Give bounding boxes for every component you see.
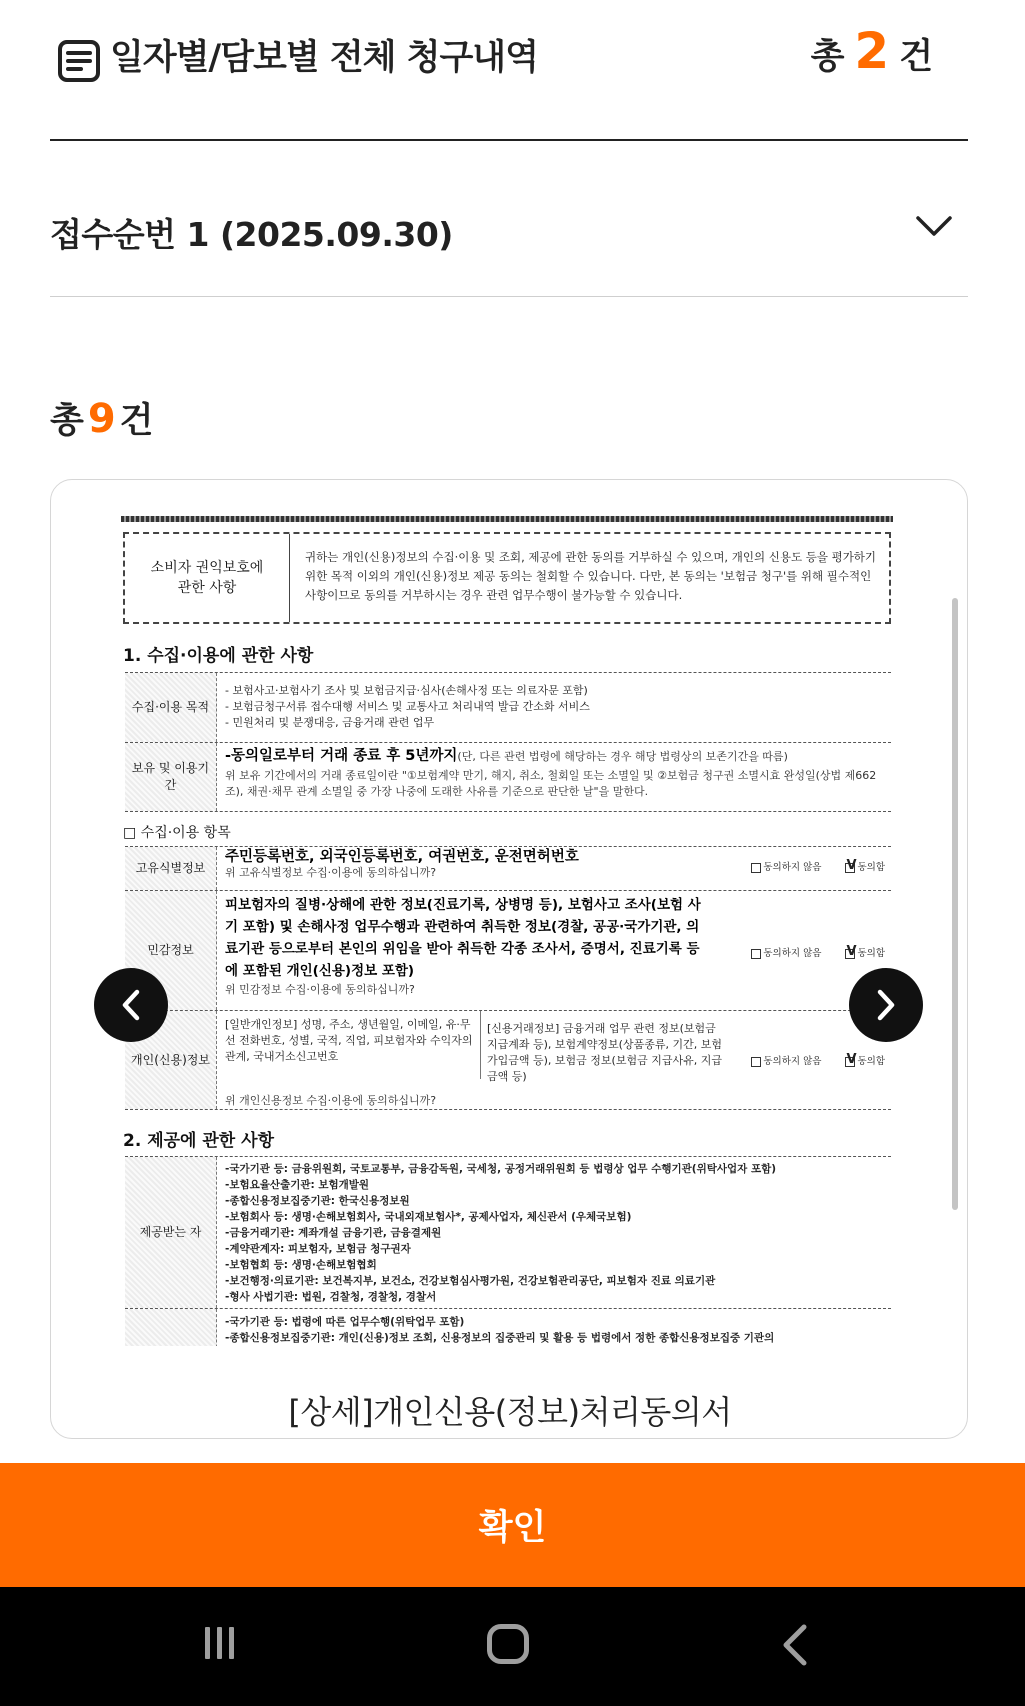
notice-label: 소비자 권익보호에 관한 사항: [125, 534, 290, 622]
disagree-checkbox: [751, 863, 761, 873]
section2-title: 2. 제공에 관한 사항: [123, 1131, 274, 1151]
total-count-number: 9: [87, 396, 116, 442]
recipient-line: -형사 사법기관: 법원, 검찰청, 경찰청, 경찰서: [225, 1291, 437, 1303]
retention-main-note: (단, 다른 관련 법령에 해당하는 경우 해당 법령상의 보존기간을 따름): [457, 750, 788, 763]
header-count-number: 2: [854, 22, 890, 80]
provision-purpose-line: -국가기관 등: 법령에 따른 업무수행(위탁업무 포함): [225, 1316, 465, 1328]
provision-purpose-label: [125, 1309, 217, 1346]
items-title: □ 수집·이용 항목: [123, 825, 231, 841]
disagree-label: 동의하지 않음: [763, 948, 822, 959]
personal-content: [225, 1017, 722, 1107]
unique-label: 고유식별정보: [125, 847, 217, 890]
nav-back-icon[interactable]: [780, 1623, 810, 1667]
recipient-line: -보험회사 등: 생명·손해보험회사, 국내외재보험사*, 공제사업자, 체신관서 (우체국보험): [225, 1211, 632, 1223]
recipient-line: -보건행정·의료기관: 보건복지부, 보건소, 건강보험심사평가원, 건강보험관리공단, 피보험자 진료 의료기관: [225, 1275, 716, 1287]
disagree-label: 동의하지 않음: [763, 862, 822, 873]
agree-label: 동의함: [857, 948, 885, 959]
notice-text: 귀하는 개인(신용)정보의 수집·이용 및 조회, 제공에 관한 동의를 거부하실 수 있으며, 개인의 신용도 등을 평가하기 위한 목적 이외의 개인(신용)정보 제공 동의는 철회할 수 있습니다. 다만, 본 동의는 '보험금 청구'를 위해 필수적인 사항이므로 동의를 거부하시는 경우 관련 업무수행이 불가능할 수 있습니다.: [305, 550, 877, 602]
agree-label: 동의함: [857, 862, 885, 873]
personal-left: [일반개인정보] 성명, 주소, 생년월일, 이메일, 유·무선 전화번호, 성별, 국적, 직업, 피보험자와 수익자의 관계, 국내거소신고번호: [225, 1018, 473, 1063]
system-nav-bar: [0, 1587, 1025, 1706]
retention-row: [125, 742, 891, 812]
page-title: 일자별/담보별 전체 청구내역: [110, 38, 538, 78]
agree-checkbox: [845, 949, 855, 959]
chevron-down-icon[interactable]: [914, 211, 954, 241]
personal-right: [신용거래정보] 금융거래 업무 관련 정보(보험금 지급계좌 등), 보험계약정보(상품종류, 기간, 보험가입금액 등), 보험금 정보(보험금 지급사유, 지급금액 등): [487, 1022, 722, 1083]
total-count-suffix: 건: [119, 401, 154, 441]
header-count: [811, 22, 933, 80]
unique-consent: [751, 859, 885, 873]
nav-recent-icon[interactable]: [202, 1625, 238, 1661]
disagree-checkbox: [751, 1057, 761, 1067]
carousel-next-button[interactable]: [849, 968, 923, 1042]
purpose-line: - 민원처리 및 분쟁대응, 금융거래 관련 업무: [225, 716, 435, 729]
recipient-line: -금융거래기관: 계좌개설 금융기관, 금융결제원: [225, 1227, 442, 1239]
sensitive-main: 피보험자의 질병·상해에 관한 정보(진료기록, 상병명 등), 보험사고 조사(보험 사기 포함) 및 손해사정 업무수행과 관련하여 취득한 정보(경찰, 공공·국가기관, 의료기관 등으로부터 본인의 위임을 받아 취득한 각종 조사서, 증명서, 진료기록 등에 포함된 개인(신용)정보 포함): [225, 897, 701, 979]
total-count: [50, 393, 153, 443]
sensitive-content: [225, 894, 711, 998]
agree-label: 동의함: [857, 1056, 885, 1067]
receipt-label: 접수순번 1 (2025.09.30): [50, 215, 453, 254]
card-scrollbar[interactable]: [952, 598, 958, 1210]
sensitive-row: [125, 890, 891, 1010]
agree-checkbox: [845, 863, 855, 873]
total-count-prefix: 총: [50, 401, 84, 441]
arrow-right-icon: [872, 989, 900, 1021]
retention-detail: 위 보유 기간에서의 거래 종료일이란 "①보험계약 만기, 해지, 취소, 철회일 또는 소멸일 및 ②보험금 청구권 소멸시효 완성일(상법 제662조), 채권·채무 관계 소멸일 중 가장 나중에 도래한 사유를 기준으로 판단한 날"을 말한다.: [225, 769, 877, 798]
retention-main: -동의일로부터 거래 종료 후 5년까지: [225, 748, 458, 764]
recipients-row: [125, 1156, 891, 1308]
retention-label: 보유 및 이용기간: [125, 743, 217, 811]
retention-content: [225, 748, 887, 800]
purpose-line: - 보험사고·보험사기 조사 및 보험금지급·심사(손해사정 또는 의료자문 포함): [225, 684, 588, 697]
header-count-prefix: 총: [810, 37, 845, 77]
provision-purpose-row: [125, 1308, 891, 1346]
arrow-left-icon: [117, 989, 145, 1021]
unique-question: 위 고유식별정보 수집·이용에 동의하십니까?: [225, 866, 437, 879]
provision-purpose-content: [225, 1314, 887, 1346]
disagree-label: 동의하지 않음: [763, 1056, 822, 1067]
sensitive-question: 위 민감정보 수집·이용에 동의하십니까?: [225, 983, 415, 996]
recipient-line: -보험요율산출기관: 보험개발원: [225, 1179, 370, 1191]
recipient-line: -보험협회 등: 생명·손해보험협회: [225, 1259, 377, 1271]
header-count-suffix: 건: [899, 37, 933, 77]
document-caption: [상세]개인신용(정보)처리동의서: [288, 1393, 732, 1431]
confirm-button[interactable]: 확인: [0, 1463, 1025, 1587]
personal-split-line: [480, 1011, 481, 1079]
carousel-prev-button[interactable]: [94, 968, 168, 1042]
document-card[interactable]: [50, 479, 968, 1439]
document-image: [121, 516, 893, 1346]
personal-consent: [751, 1053, 885, 1067]
purpose-content: [225, 683, 887, 731]
nav-home-icon[interactable]: [487, 1624, 529, 1664]
personal-label: 개인(신용)정보: [125, 1011, 217, 1109]
document-list-icon: [57, 39, 101, 83]
notice-box: [123, 532, 891, 624]
unique-main: 주민등록번호, 외국인등록번호, 여권번호, 운전면허번호: [225, 849, 579, 865]
personal-row: [125, 1010, 891, 1110]
section1-title: 1. 수집·이용에 관한 사항: [123, 646, 314, 666]
recipient-line: -계약관계자: 피보험자, 보험금 청구권자: [225, 1243, 411, 1255]
disagree-checkbox: [751, 949, 761, 959]
agree-checkbox: [845, 1057, 855, 1067]
recipients-content: [225, 1161, 887, 1305]
recipient-line: -종합신용정보집중기관: 한국신용정보원: [225, 1195, 410, 1207]
personal-question: 위 개인신용정보 수집·이용에 동의하십니까?: [225, 1094, 437, 1107]
recipients-label: 제공받는 자: [125, 1157, 217, 1308]
sensitive-label: 민감정보: [125, 891, 217, 1010]
unique-content: [225, 849, 711, 881]
provision-purpose-line: -종합신용정보집중기관: 개인(신용)정보 조회, 신용정보의 집중관리 및 활용 등 법령에서 정한 종합신용정보집중 기관의: [225, 1332, 775, 1344]
page-header: [0, 0, 1025, 140]
document-top-border: [121, 516, 893, 522]
receipt-accordion[interactable]: [50, 141, 968, 297]
purpose-line: - 보험금청구서류 접수대행 서비스 및 교통사고 처리내역 발급 간소화 서비스: [225, 700, 590, 713]
unique-row: [125, 846, 891, 890]
purpose-label: 수집·이용 목적: [125, 673, 217, 742]
purpose-row: [125, 672, 891, 742]
sensitive-consent: [751, 945, 885, 959]
recipient-line: -국가기관 등: 금융위원회, 국토교통부, 금융감독원, 국세청, 공정거래위원회 등 법령상 업무 수행기관(위탁사업자 포함): [225, 1163, 777, 1175]
